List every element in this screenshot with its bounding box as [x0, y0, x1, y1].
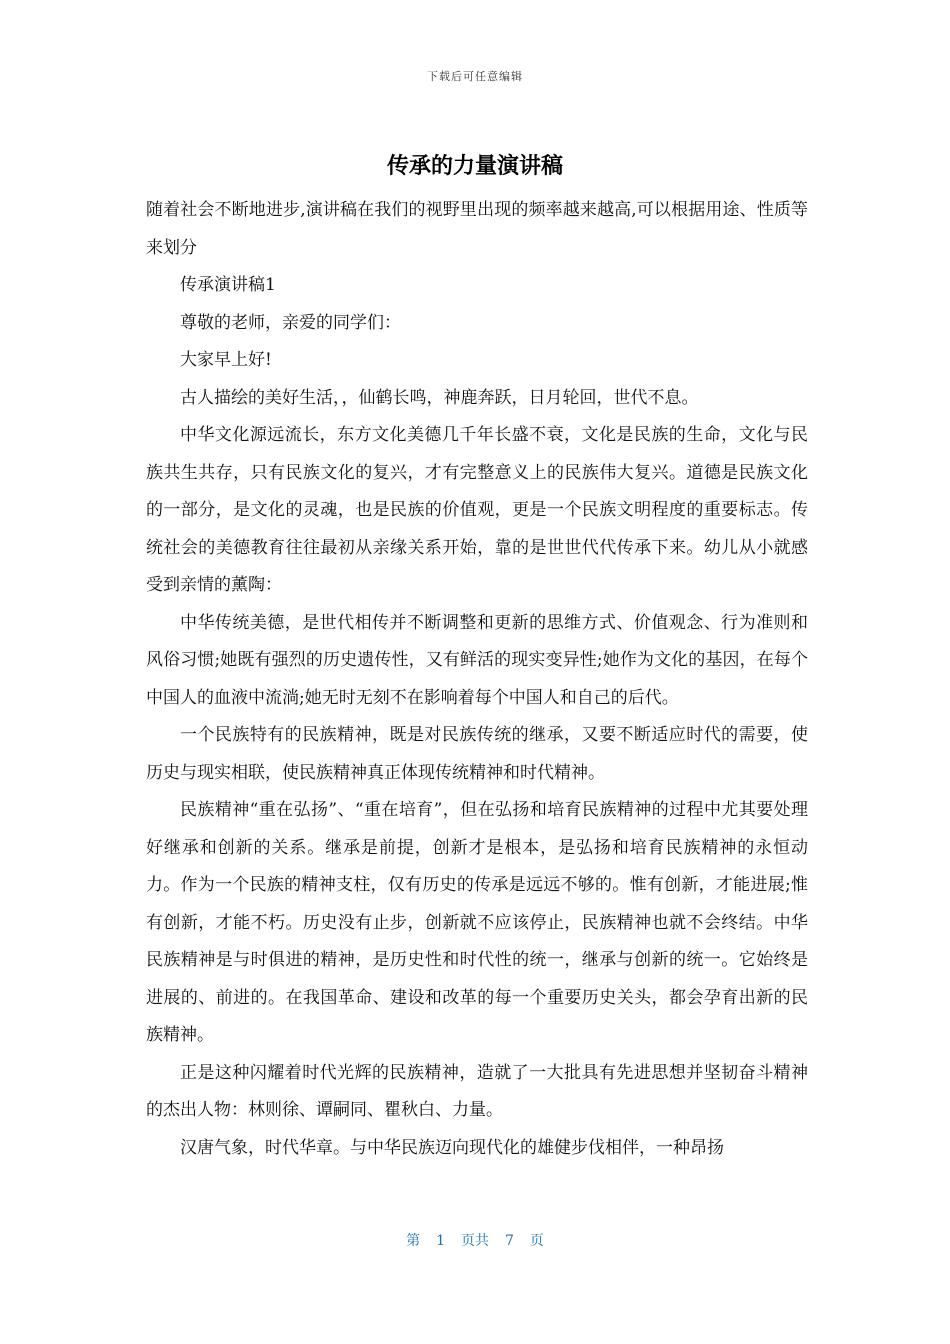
page-number-footer [0, 1230, 950, 1250]
paragraph-speech-heading: 传承演讲稿1 [180, 275, 276, 295]
body-paragraph: 一个民族特有的民族精神，既是对民族传统的继承，又要不断适应时代的需要，使历史与现实相联，使民族精神真正体现传统精神和时代精神。 [146, 725, 808, 783]
body-paragraph: 正是这种闪耀着时代光辉的民族精神，造就了一大批具有先进思想并坚韧奋斗精神的杰出人物：林则徐、谭嗣同、瞿秋白、力量。 [146, 1062, 808, 1120]
page-current: 1 [436, 1233, 445, 1249]
paragraph-greeting: 大家早上好! [180, 350, 272, 370]
page-middle: 页共 [461, 1233, 489, 1249]
body-paragraph: 古人描绘的美好生活，，仙鹤长鸣，神鹿奔跃，日月轮回，世代不息。 [180, 387, 699, 408]
body-paragraph: 中华文化源远流长，东方文化美德几千年长盛不衰，文化是民族的生命，文化与民族共生共存，只有民族文化的复兴，才有完整意义上的民族伟大复兴。道德是民族文化的一部分，是文化的灵魂，也是民族的价值观，更是一个民族文明程度的重要标志。传统社会的美德教育往往最初从亲缘关系开始，靠的是世世代代传承下来。幼儿从小就感受到亲情的薰陶： [146, 425, 808, 595]
page-prefix: 第 [406, 1233, 421, 1249]
page-suffix: 页 [529, 1233, 544, 1249]
header-note: 下载后可任意编辑 [427, 70, 523, 83]
intro-paragraph: 随着社会不断地进步,演讲稿在我们的视野里出现的频率越来越高,可以根据用途、性质等来划分 [146, 200, 808, 258]
document-title: 传承的力量演讲稿 [386, 154, 563, 179]
page-total: 7 [505, 1233, 514, 1249]
paragraph-salutation: 尊敬的老师，亲爱的同学们： [180, 312, 401, 333]
body-paragraph: 民族精神“重在弘扬”、“重在培育”，但在弘扬和培育民族精神的过程中尤其要处理好继承和创新的关系。继承是前提，创新才是根本，是弘扬和培育民族精神的永恒动力。作为一个民族的精神支柱，仅有历史的传承是远远不够的。惟有创新，才能进展;惟有创新，才能不朽。历史没有止步，创新就不应该停止，民族精神也就不会终结。中华民族精神是与时俱进的精神，是历史性和时代性的统一，继承与创新的统一。它始终是进展的、前进的。在我国革命、建设和改革的每一个重要历史关头，都会孕育出新的民族精神。 [146, 800, 808, 1045]
document-body [146, 192, 808, 1167]
body-paragraph: 中华传统美德，是世代相传并不断调整和更新的思维方式、价值观念、行为准则和风俗习惯;她既有强烈的历史遗传性，又有鲜活的现实变异性;她作为文化的基因，在每个中国人的血液中流淌;她无时无刻不在影响着每个中国人和自己的后代。 [146, 612, 808, 708]
body-paragraph: 汉唐气象，时代华章。与中华民族迈向现代化的雄健步伐相伴，一种昂扬 [180, 1137, 724, 1158]
